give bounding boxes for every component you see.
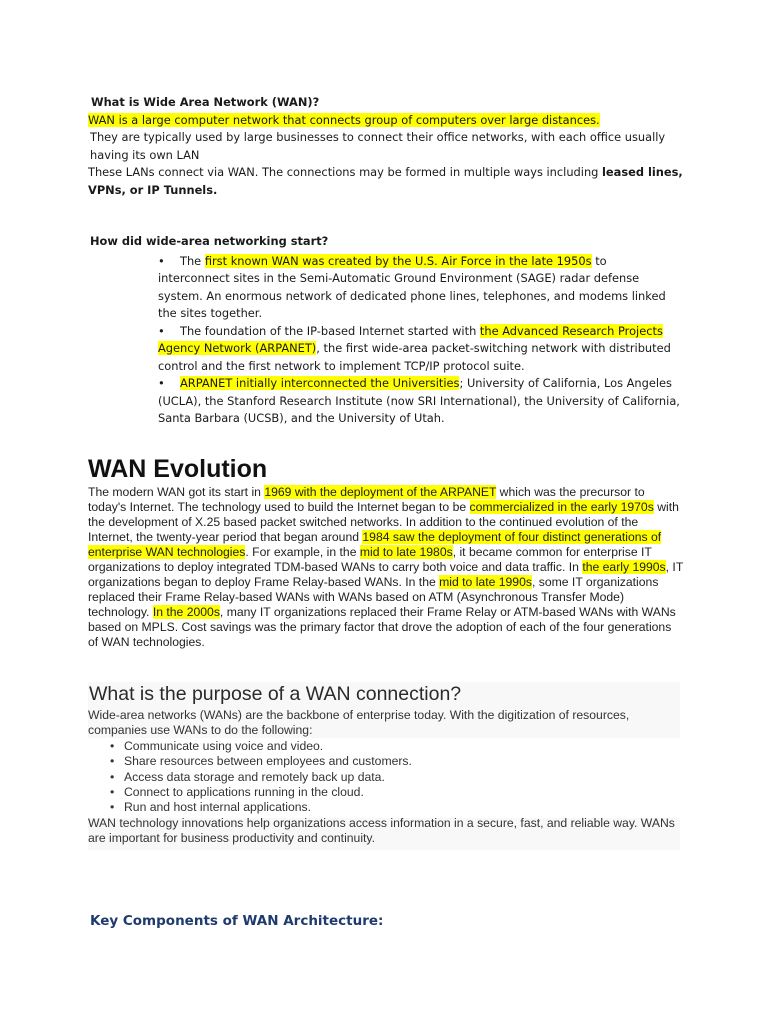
list-item: • Share resources between employees and customers. bbox=[110, 754, 684, 769]
evolution-paragraph bbox=[88, 485, 684, 650]
list-item-highlight: the Advanced Research Projects Agency Network (ARPANET) bbox=[158, 323, 663, 355]
evolution-text: The modern WAN got its start in bbox=[88, 485, 265, 499]
evolution-heading: WAN Evolution bbox=[88, 455, 268, 483]
wan-connections-bold: leased lines, VPNs, or IP Tunnels. bbox=[88, 165, 683, 197]
evolution-highlight: the early 1990s bbox=[582, 560, 666, 574]
list-item: • Run and host internal applications. bbox=[110, 800, 684, 815]
wan-intro-section bbox=[88, 94, 688, 199]
purpose-list bbox=[88, 739, 684, 816]
list-item-text: , the first wide-area packet-switching network with distributed control and the first network to implement TCP/IP protocol suite. bbox=[158, 341, 671, 373]
wan-start-question: How did wide-area networking start? bbox=[90, 234, 329, 248]
purpose-section bbox=[88, 708, 684, 847]
bullet: • bbox=[158, 376, 165, 390]
wan-usage: They are typically used by large businesses to connect their office networks, with each office usually having its own LAN bbox=[90, 130, 666, 162]
purpose-intro: Wide-area networks (WANs) are the backbone of enterprise today. With the digitization of resources, companies use WANs to do the following: bbox=[88, 708, 630, 738]
wan-definition-highlight: WAN is a large computer network that connects group of computers over large distances. bbox=[88, 112, 600, 127]
wan-start-list bbox=[90, 253, 680, 428]
wan-connections bbox=[88, 164, 688, 199]
evolution-text: , some IT organizations replaced their Frame Relay-based WANs with WANs based on ATM (Asynchronous Transfer Mode) technology. bbox=[88, 575, 659, 619]
evolution-text: , it became common for enterprise IT organizations to deploy integrated TDM-based WANs to carry both voice and data traffic. In bbox=[88, 545, 652, 574]
evolution-highlight: mid to late 1990s bbox=[439, 575, 532, 589]
evolution-highlight: commercialized in the early 1970s bbox=[469, 500, 654, 514]
list-item-text: to interconnect sites in the Semi-Automatic Ground Environment (SAGE) radar defense system. An enormous network of dedicated phone lines, telephones, and modems linked the sites together. bbox=[158, 253, 666, 320]
evolution-text: . For example, in the bbox=[245, 545, 360, 559]
evolution-text: with the development of X.25 based packet switched networks. In addition to the continued evolution of the Internet, the twenty-year period that began around bbox=[88, 500, 679, 544]
evolution-highlight: mid to late 1980s bbox=[359, 545, 453, 559]
wan-question: What is Wide Area Network (WAN)? bbox=[91, 95, 320, 109]
wan-connections-text: These LANs connect via WAN. The connections may be formed in multiple ways including bbox=[88, 165, 603, 179]
list-item-highlight: first known WAN was created by the U.S. Air Force in the late 1950s bbox=[204, 253, 592, 268]
list-item-highlight: ARPANET initially interconnected the Universities bbox=[180, 376, 460, 390]
purpose-outro: WAN technology innovations help organizations access information in a secure, fast, and reliable way. WANs are important for business productivity and continuity. bbox=[88, 815, 675, 846]
list-item-text: The foundation of the IP-based Internet started with bbox=[180, 323, 480, 338]
list-item: • Access data storage and remotely back up data. bbox=[110, 770, 684, 785]
list-item-text: ; University of California, Los Angeles (UCLA), the Stanford Research Institute (now SRI International), the University of California, Santa Barbara (UCSB), and the University of Utah. bbox=[158, 376, 680, 425]
evolution-text: , IT organizations began to deploy Frame Relay-based WANs. In the bbox=[88, 560, 684, 589]
bullet: • bbox=[158, 323, 165, 338]
bullet: • bbox=[158, 253, 165, 268]
wan-start-section bbox=[90, 233, 680, 428]
wan-definition bbox=[88, 112, 688, 130]
evolution-highlight: 1969 with the deployment of the ARPANET bbox=[264, 485, 497, 499]
list-item bbox=[158, 323, 680, 376]
list-item: • Communicate using voice and video. bbox=[110, 739, 684, 754]
list-item: • Connect to applications running in the cloud. bbox=[110, 785, 684, 800]
purpose-heading: What is the purpose of a WAN connection? bbox=[89, 683, 462, 705]
list-item bbox=[158, 375, 680, 428]
evolution-highlight: In the 2000s bbox=[152, 605, 220, 619]
evolution-text: which was the precursor to today's Internet. The technology used to build the Internet began to be bbox=[88, 485, 645, 514]
evolution-highlight: 1984 saw the deployment of four distinct generations of enterprise WAN technologies bbox=[88, 530, 662, 559]
evolution-text: , many IT organizations replaced their Frame Relay or ATM-based WANs with WANs based on MPLS. Cost savings was the primary factor that drove the adoption of each of the four generations of WAN technologies. bbox=[88, 605, 676, 649]
list-item-text: The bbox=[180, 253, 205, 268]
list-item bbox=[158, 253, 680, 323]
key-components-heading: Key Components of WAN Architecture: bbox=[90, 913, 384, 929]
